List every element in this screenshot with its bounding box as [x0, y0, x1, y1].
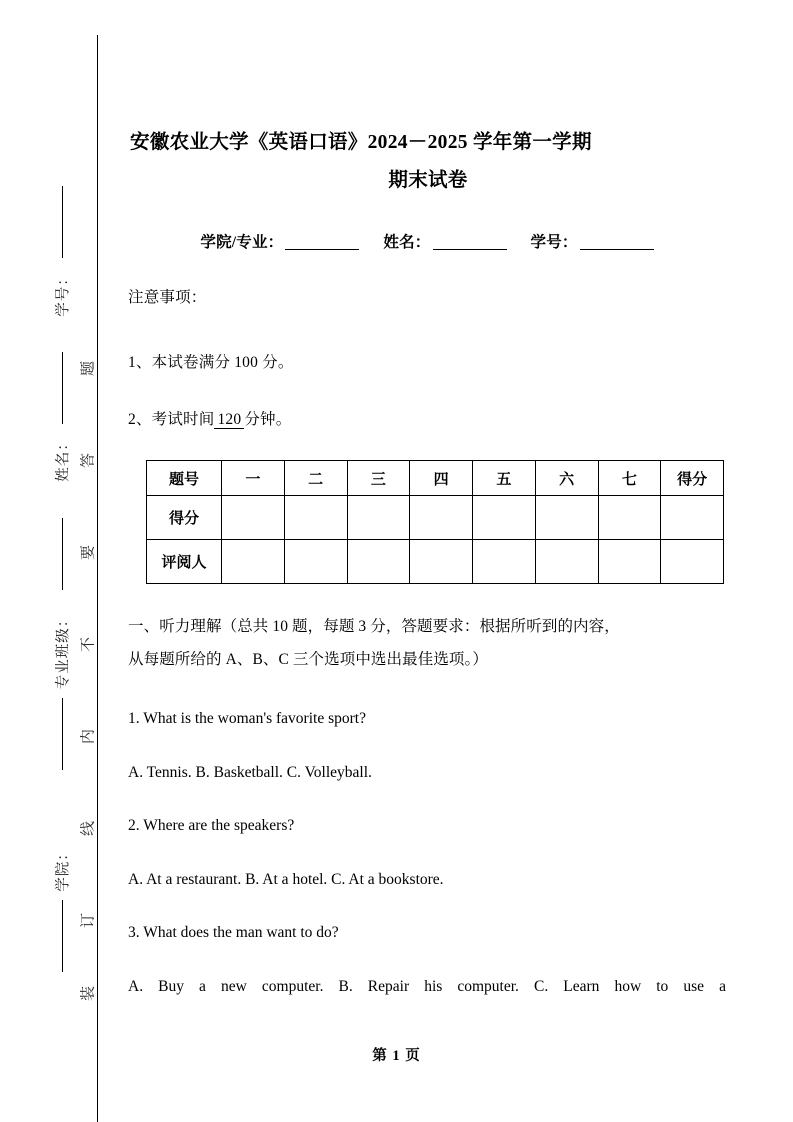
- notes-heading: 注意事项：: [128, 289, 207, 306]
- score-row-label-0: 得分: [147, 496, 222, 540]
- college-major-blank[interactable]: [285, 249, 359, 250]
- binding-warning-char-1: 题: [80, 361, 97, 377]
- question-1-options: A. Tennis. B. Basketball. C. Volleyball.: [128, 764, 372, 781]
- title-line-1: 安徽农业大学《英语口语》2024－2025 学年第一学期: [130, 132, 592, 153]
- score-table-row-score: [147, 496, 724, 540]
- score-table-row-grader: [147, 540, 724, 584]
- student-info-line: [128, 230, 728, 252]
- score-cell-0-3[interactable]: [410, 496, 473, 540]
- score-cell-0-0[interactable]: [222, 496, 285, 540]
- field-rule-3: [62, 518, 63, 590]
- notes-item-2-suffix: 分钟。: [244, 411, 292, 428]
- score-header-cell-8: 得分: [661, 461, 724, 496]
- title-line-2: 期末试卷: [388, 170, 468, 191]
- notes-item-2-prefix: 2、考试时间: [128, 411, 215, 428]
- question-1-stem: 1. What is the woman's favorite sport?: [128, 710, 366, 727]
- binding-warning-char-6: 线: [80, 821, 97, 837]
- score-header-cell-6: 六: [535, 461, 598, 496]
- page-title: [128, 124, 728, 200]
- name-label: 姓名：: [383, 234, 431, 251]
- score-cell-0-7[interactable]: [661, 496, 724, 540]
- score-header-cell-4: 四: [410, 461, 473, 496]
- score-cell-1-0[interactable]: [222, 540, 285, 584]
- score-header-cell-5: 五: [473, 461, 536, 496]
- section-1-heading: [128, 610, 732, 676]
- field-rule-4: [62, 698, 63, 770]
- exam-duration-value: 120: [214, 411, 244, 429]
- score-cell-1-4[interactable]: [473, 540, 536, 584]
- binding-warning-char-3: 要: [80, 545, 97, 561]
- score-header-cell-1: 一: [222, 461, 285, 496]
- score-cell-0-2[interactable]: [347, 496, 410, 540]
- question-2-options: A. At a restaurant. B. At a hotel. C. At a bookstore.: [128, 871, 444, 888]
- score-cell-1-2[interactable]: [347, 540, 410, 584]
- binding-label-class: 专业班级：: [55, 611, 72, 690]
- notes-item-2: [128, 405, 728, 435]
- binding-label-student-no: 学号：: [55, 270, 72, 317]
- score-cell-0-4[interactable]: [473, 496, 536, 540]
- question-2-stem: 2. Where are the speakers?: [128, 817, 295, 834]
- binding-warning-char-5: 内: [80, 729, 97, 745]
- college-major-label: 学院/专业：: [200, 234, 284, 251]
- score-cell-1-1[interactable]: [284, 540, 347, 584]
- student-no-label: 学号：: [530, 234, 578, 251]
- score-cell-1-5[interactable]: [535, 540, 598, 584]
- field-rule-5: [62, 900, 63, 972]
- binding-label-college: 学院：: [55, 845, 72, 892]
- student-no-blank[interactable]: [580, 249, 654, 250]
- score-cell-1-7[interactable]: [661, 540, 724, 584]
- score-table-header-row: [147, 461, 724, 496]
- page-footer: 第 1 页: [372, 1048, 421, 1064]
- score-cell-1-6[interactable]: [598, 540, 661, 584]
- score-cell-0-1[interactable]: [284, 496, 347, 540]
- notes-item-1: 1、本试卷满分 100 分。: [128, 354, 294, 371]
- score-row-label-1: 评阅人: [147, 540, 222, 584]
- section-1-heading-line-2: 从每题所给的 A、B、C 三个选项中选出最佳选项。）: [128, 651, 488, 668]
- binding-warning-char-8: 装: [80, 986, 97, 1002]
- score-table: [146, 460, 724, 584]
- score-header-cell-0: 题号: [147, 461, 222, 496]
- binding-warning-char-2: 答: [80, 453, 97, 469]
- binding-warning-char-7: 订: [80, 913, 97, 929]
- binding-warning-char-4: 不: [80, 637, 97, 653]
- section-1-heading-line-1: 一、听力理解（总共 10 题，每题 3 分，答题要求：根据所听到的内容，: [128, 618, 620, 635]
- score-cell-0-6[interactable]: [598, 496, 661, 540]
- score-cell-0-5[interactable]: [535, 496, 598, 540]
- score-header-cell-2: 二: [284, 461, 347, 496]
- score-cell-1-3[interactable]: [410, 540, 473, 584]
- score-header-cell-7: 七: [598, 461, 661, 496]
- name-blank[interactable]: [433, 249, 507, 250]
- binding-label-name: 姓名：: [55, 435, 72, 482]
- score-header-cell-3: 三: [347, 461, 410, 496]
- binding-vertical-rule: [97, 35, 98, 1122]
- question-3-stem: 3. What does the man want to do?: [128, 924, 339, 941]
- question-3-options: A. Buy a new computer. B. Repair his computer. C. Learn how to use a: [128, 978, 726, 995]
- field-rule-2: [62, 352, 63, 424]
- field-rule-1: [62, 186, 63, 258]
